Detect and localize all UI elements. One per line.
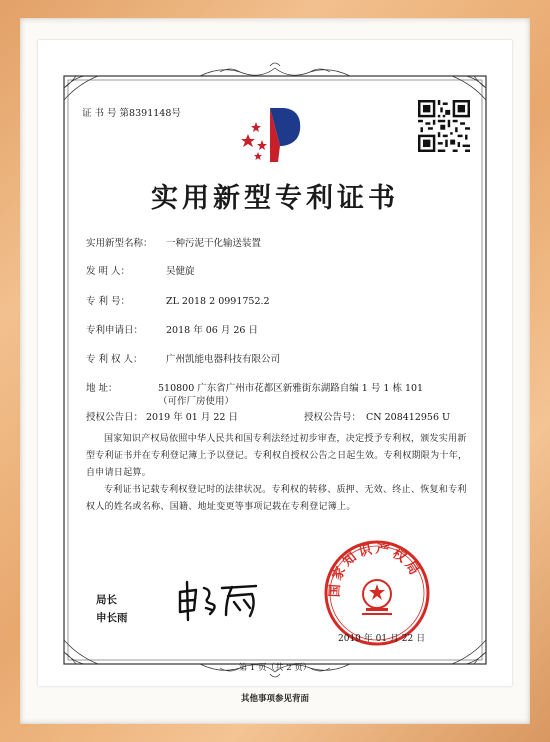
page-number: 第 1 页（共 2 页） bbox=[238, 663, 312, 673]
patent-office-logo bbox=[240, 100, 304, 166]
field-label-filing-date: 专利申请日： bbox=[86, 325, 144, 336]
handwritten-signature bbox=[176, 578, 262, 624]
field-value-filing-date: 2018 年 06 月 26 日 bbox=[166, 325, 258, 336]
field-label-utility-name: 实用新型名称： bbox=[86, 238, 153, 249]
field-value-utility-name: 一种污泥干化输送装置 bbox=[166, 238, 262, 249]
field-value-patent-number: ZL 2018 2 0991752.2 bbox=[166, 296, 270, 307]
field-label-patentee: 专 利 权 人： bbox=[86, 354, 143, 365]
field-value-patentee: 广州凯能电器科技有限公司 bbox=[166, 354, 281, 365]
field-value-inventor: 吴健旋 bbox=[166, 266, 195, 277]
field-label-patent-number: 专 利 号： bbox=[86, 296, 131, 307]
certificate-number: 证 书 号 第8391148号 bbox=[82, 108, 181, 119]
body-paragraph-1: 国家知识产权局依照中华人民共和国专利法经过初步审查，决定授予专利权，颁发实用新型专利证书并在专利登记簿上予以登记。专利权自授权公告之日起生效。专利权期限为十年，自申请日起算。 bbox=[86, 434, 468, 478]
certificate-title: 实用新型专利证书 bbox=[151, 183, 399, 214]
signature-role: 局长 bbox=[96, 594, 117, 606]
signature-printed-name: 申长雨 bbox=[96, 612, 128, 624]
field-label-announcement-number: 授权公告号： bbox=[304, 412, 362, 423]
qr-code bbox=[418, 100, 470, 152]
body-paragraph-2: 专利证书记载专利权登记时的法律状况。专利权的转移、质押、无效、终止、恢复和专利权人的姓名或名称、国籍、地址变更等事项记载在专利登记簿上。 bbox=[86, 485, 467, 512]
footer-note: 其他事项参见背面 bbox=[240, 694, 309, 704]
field-value-grant-date: 2019 年 01 月 22 日 bbox=[146, 412, 238, 423]
field-label-inventor: 发 明 人： bbox=[86, 266, 131, 277]
field-label-address: 地 址： bbox=[86, 383, 118, 394]
svg-text:国家知识产权局: 国家知识产权局 bbox=[327, 541, 423, 598]
field-value-announcement-number: CN 208412956 U bbox=[366, 412, 451, 423]
field-value-address: 510800 广东省广州市花都区新雅街东湖路自编 1 号 1 栋 101 bbox=[158, 383, 424, 394]
field-label-grant-date: 授权公告日： bbox=[86, 412, 144, 423]
field-value-address-line2: （可作厂房使用） bbox=[158, 396, 235, 407]
seal-date: 2019 年 01 月 22 日 bbox=[338, 634, 426, 644]
